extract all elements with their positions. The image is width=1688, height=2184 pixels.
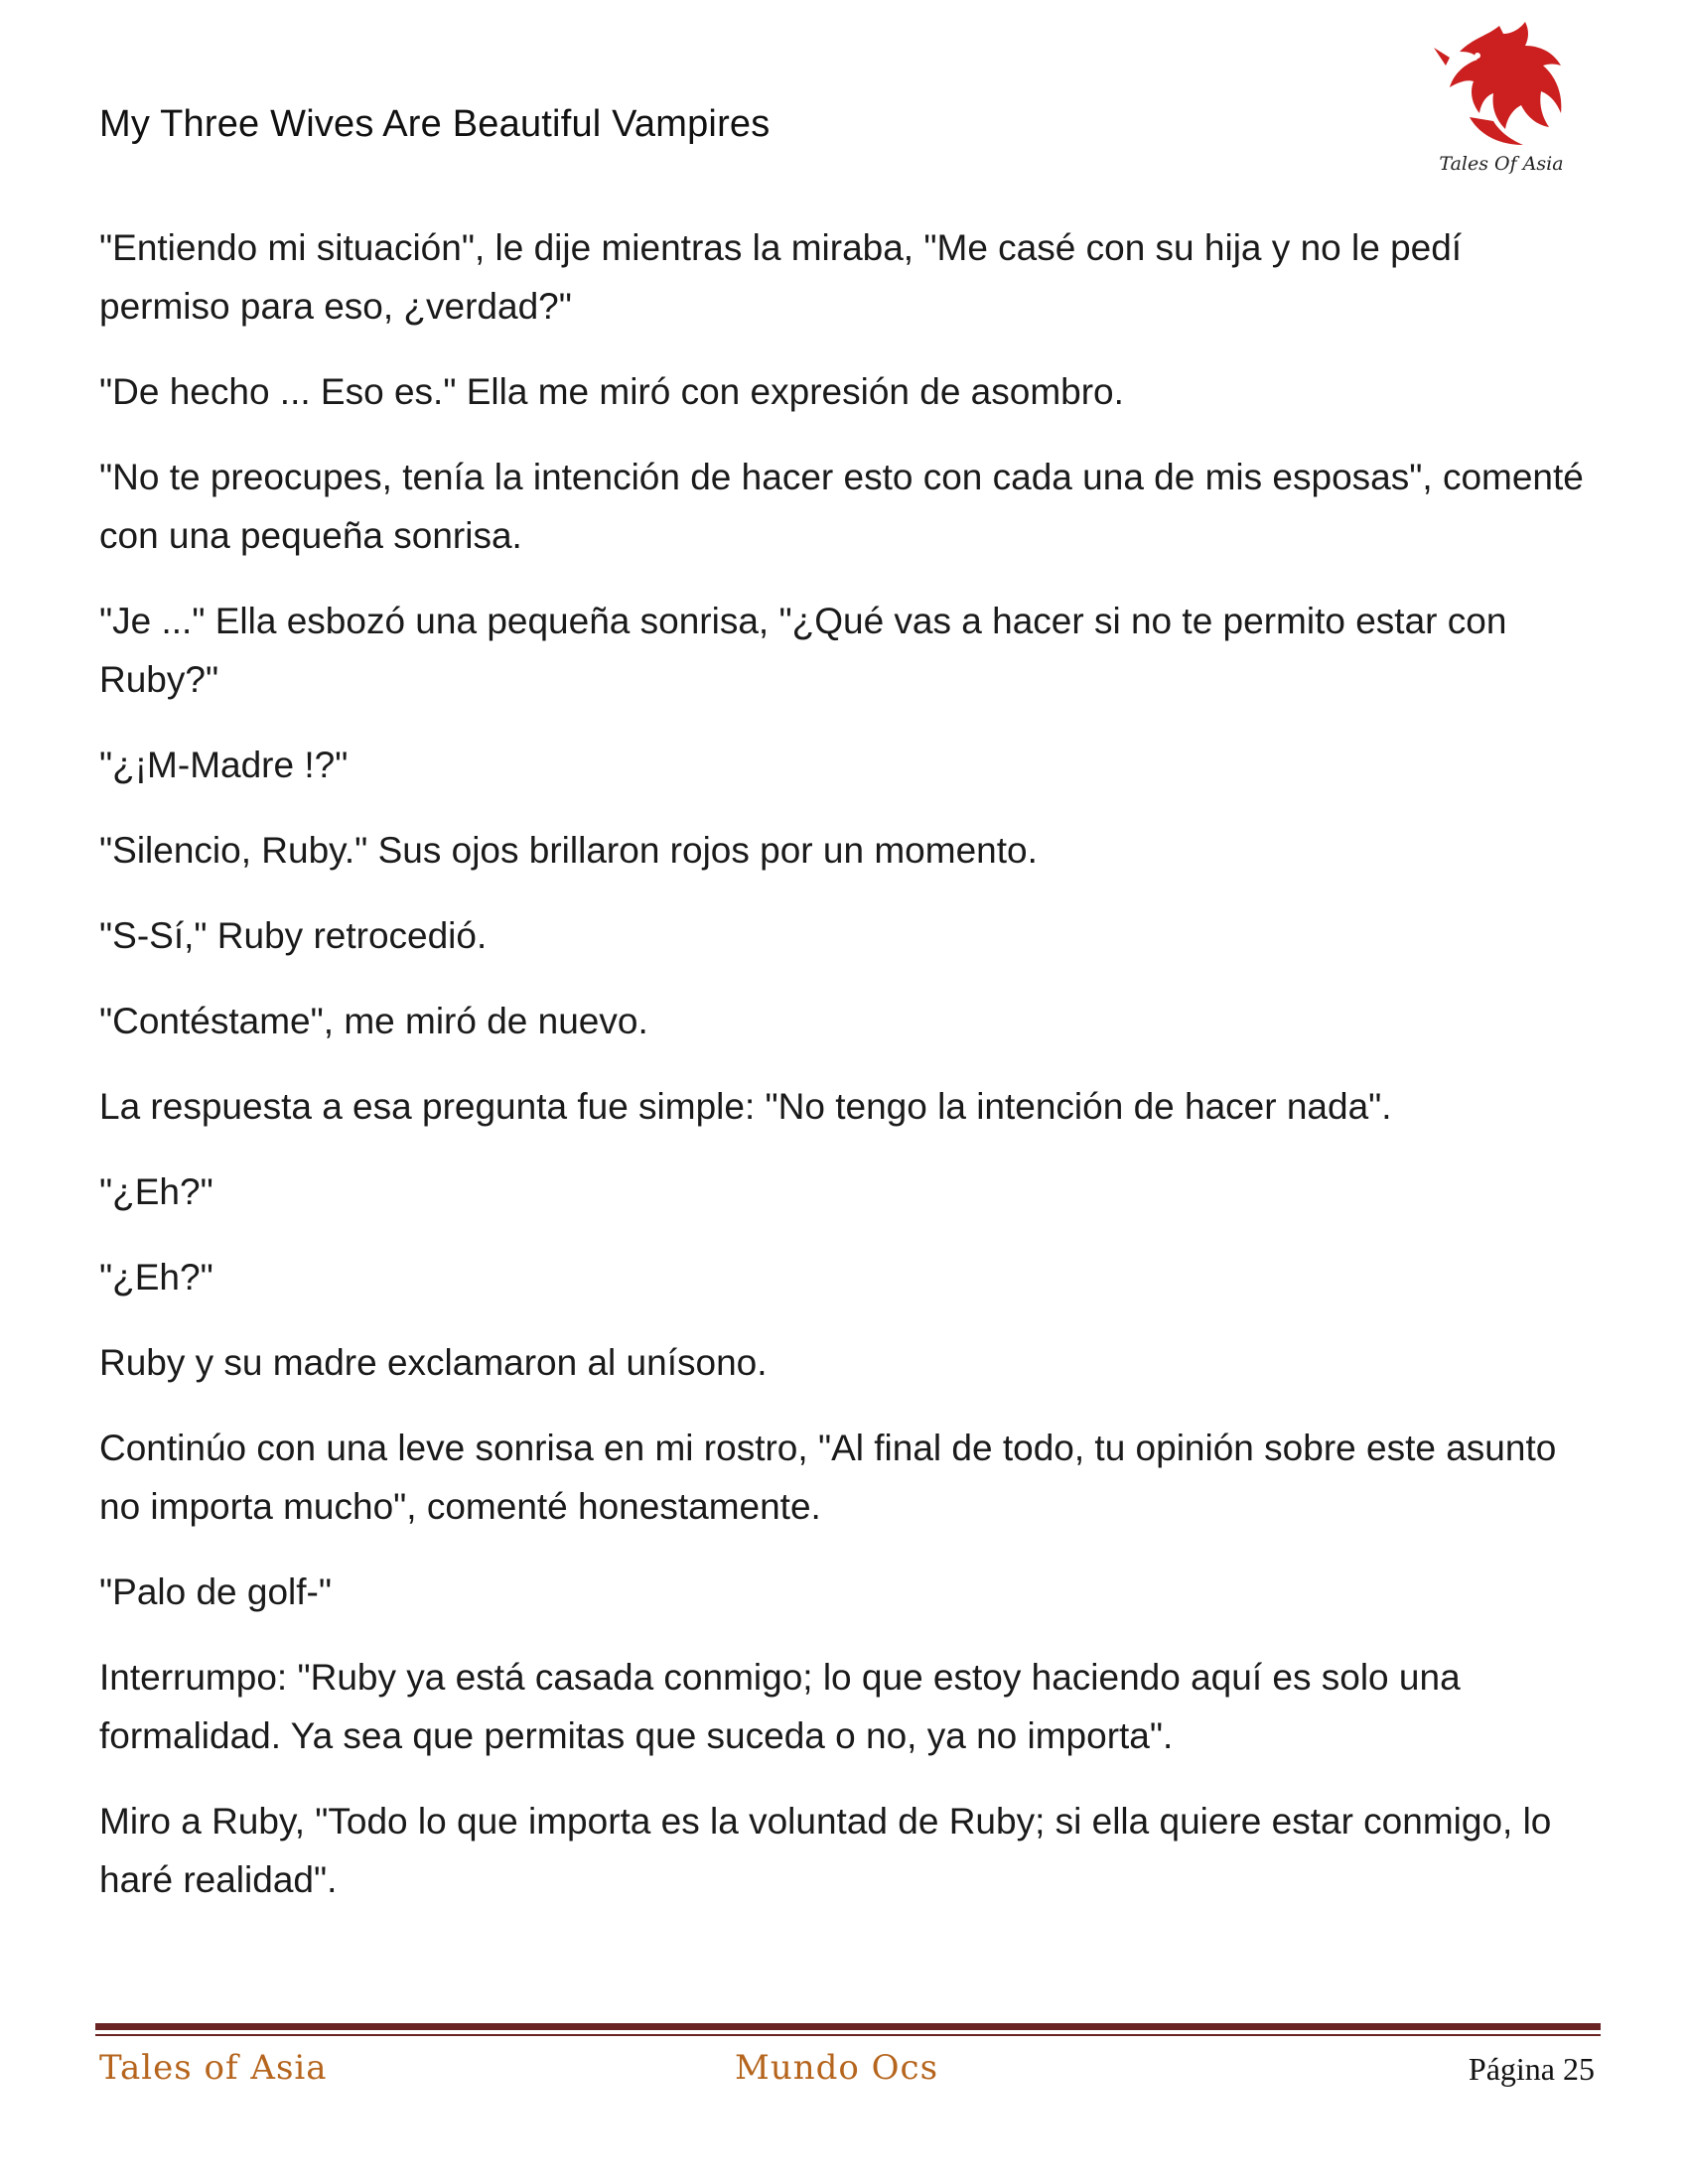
- page-body: [99, 218, 1599, 1936]
- tales-of-asia-logo: [1430, 18, 1569, 182]
- paragraph: Interrumpo: "Ruby ya está casada conmigo; lo que estoy haciendo aquí es solo una formalidad. Ya sea que permitas que suceda o no, ya no importa".: [99, 1657, 1461, 1756]
- footer-rule-thin: [95, 2034, 1601, 2036]
- document-title: My Three Wives Are Beautiful Vampires: [99, 103, 771, 145]
- paragraph: "Entiendo mi situación", le dije mientras la miraba, "Me casé con su hija y no le pedí permiso para eso, ¿verdad?": [99, 227, 1463, 327]
- paragraph: Continúo con una leve sonrisa en mi rostro, "Al final de todo, tu opinión sobre este asunto no importa mucho", comenté honestamente.: [99, 1428, 1557, 1527]
- page-number: Página 25: [1468, 2051, 1595, 2087]
- red-dragon-icon: [1430, 18, 1569, 157]
- logo-text: Tales Of Asia: [1439, 153, 1564, 175]
- paragraph: "De hecho ... Eso es." Ella me miró con expresión de asombro.: [99, 371, 1124, 412]
- paragraph: Ruby y su madre exclamaron al unísono.: [99, 1342, 768, 1383]
- footer-rule: [95, 2023, 1601, 2030]
- paragraph: "¿¡M-Madre !?": [99, 745, 349, 785]
- paragraph: "¿Eh?": [99, 1171, 213, 1212]
- paragraph: "S-Sí," Ruby retrocedió.: [99, 915, 488, 956]
- paragraph: La respuesta a esa pregunta fue simple: "No tengo la intención de hacer nada".: [99, 1086, 1392, 1127]
- paragraph: "Je ..." Ella esbozó una pequeña sonrisa, "¿Qué vas a hacer si no te permito estar con Ruby?": [99, 601, 1507, 700]
- footer-publisher: Tales of Asia: [99, 2048, 328, 2088]
- paragraph: "Contéstame", me miró de nuevo.: [99, 1001, 648, 1041]
- paragraph: "Silencio, Ruby." Sus ojos brillaron rojos por un momento.: [99, 830, 1038, 871]
- paragraph: "Palo de golf-": [99, 1571, 333, 1612]
- footer-source: Mundo Ocs: [735, 2048, 939, 2088]
- paragraph: Miro a Ruby, "Todo lo que importa es la voluntad de Ruby; si ella quiere estar conmigo, lo haré realidad".: [99, 1801, 1552, 1900]
- paragraph: "¿Eh?": [99, 1257, 213, 1297]
- paragraph: "No te preocupes, tenía la intención de hacer esto con cada una de mis esposas", comenté con una pequeña sonrisa.: [99, 457, 1584, 556]
